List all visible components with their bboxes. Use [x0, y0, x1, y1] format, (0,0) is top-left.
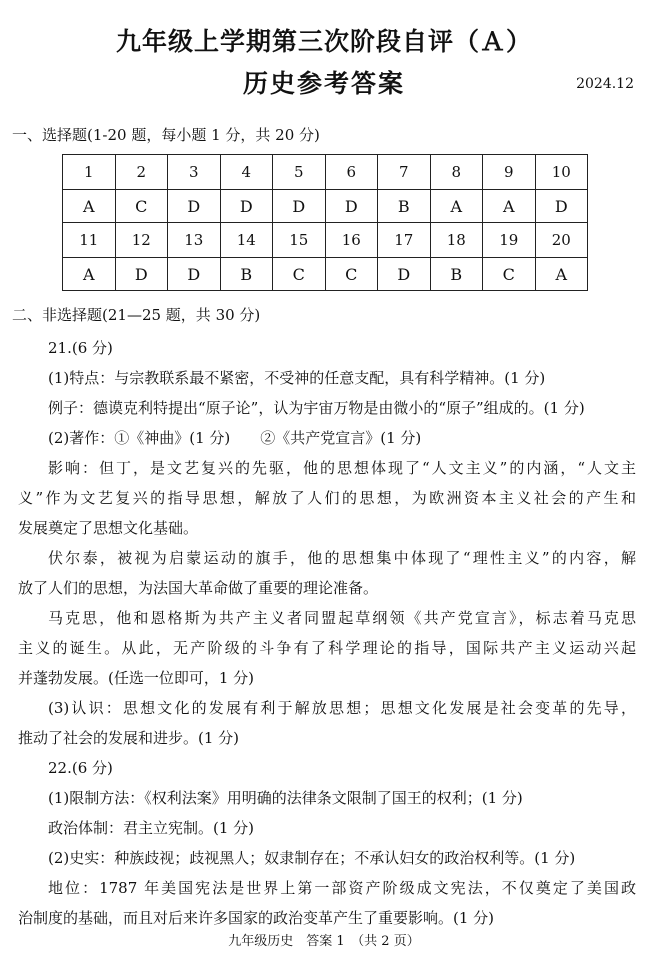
answer-cell: A [63, 258, 116, 291]
question-number-cell: 7 [378, 155, 431, 190]
question-number-cell: 5 [273, 155, 326, 190]
answer-cell: C [273, 258, 326, 291]
q21-3-understanding: 推动了社会的发展和进步。(1 分) [18, 729, 240, 747]
question-number-cell: 11 [63, 223, 116, 258]
question-number-cell: 9 [483, 155, 536, 190]
answer-cell: D [273, 190, 326, 223]
q21-voltaire-line: 伏尔泰，被视为启蒙运动的旗手，他的思想集中体现了“理性主义”的内容，解 [48, 549, 636, 567]
question-number-row [63, 223, 588, 258]
question-number-row [63, 155, 588, 190]
answer-cell: B [430, 258, 483, 291]
q22-header: 22.(6 分) [48, 759, 113, 777]
q22-2-facts: (2)史实：种族歧视；歧视黑人；奴隶制存在；不承认妇女的政治权利等。(1 分) [48, 849, 576, 867]
answer-cell: A [430, 190, 483, 223]
answer-cell: A [63, 190, 116, 223]
question-number-cell: 14 [220, 223, 273, 258]
answer-cell: D [168, 258, 221, 291]
q22-2-status: 地位：1787 年美国宪法是世界上第一部资产阶级成文宪法，不仅奠定了美国政 [48, 879, 636, 897]
question-number-cell: 2 [115, 155, 168, 190]
q21-influence-line: 发展奠定了思想文化基础。 [18, 519, 199, 537]
answer-cell: D [168, 190, 221, 223]
answer-cell: D [220, 190, 273, 223]
q21-voltaire-line: 放了人们的思想，为法国大革命做了重要的理论准备。 [18, 579, 379, 597]
answer-cell: B [378, 190, 431, 223]
document-title: 九年级上学期第三次阶段自评（Ａ） [115, 27, 532, 56]
q21-marx-line: 并蓬勃发展。(任选一位即可，1 分) [18, 669, 255, 687]
page-footer: 九年级历史 答案 1 （共 2 页） [228, 934, 420, 949]
question-number-cell: 4 [220, 155, 273, 190]
q21-influence-line: 义”作为文艺复兴的指导思想，解放了人们的思想，为欧洲资本主义社会的产生和 [18, 489, 636, 507]
answer-row [63, 258, 588, 291]
q21-3-understanding: (3)认识：思想文化的发展有利于解放思想；思想文化发展是社会变革的先导， [48, 699, 636, 717]
answer-table [62, 154, 588, 291]
question-number-cell: 3 [168, 155, 221, 190]
question-number-cell: 8 [430, 155, 483, 190]
q21-1-feature: (1)特点：与宗教联系最不紧密，不受神的任意支配，具有科学精神。(1 分) [48, 369, 546, 387]
question-number-cell: 10 [535, 155, 588, 190]
answer-cell: A [535, 258, 588, 291]
q22-1-method: (1)限制方法：《权利法案》用明确的法律条文限制了国王的权利；(1 分) [48, 789, 523, 807]
question-number-cell: 16 [325, 223, 378, 258]
answer-cell: B [220, 258, 273, 291]
question-number-cell: 17 [378, 223, 431, 258]
q21-influence-line: 影响：但丁，是文艺复兴的先驱，他的思想体现了“人文主义”的内涵，“人文主 [48, 459, 636, 477]
section2-body [18, 333, 636, 933]
q22-1-system: 政治体制：君主立宪制。(1 分) [48, 819, 255, 837]
answer-row [63, 190, 588, 223]
q22-2-status: 治制度的基础，而且对后来许多国家的政治变革产生了重要影响。(1 分) [18, 909, 495, 927]
answer-cell: D [535, 190, 588, 223]
question-number-cell: 18 [430, 223, 483, 258]
answer-cell: C [325, 258, 378, 291]
question-number-cell: 13 [168, 223, 221, 258]
answer-cell: C [483, 258, 536, 291]
q21-header: 21.(6 分) [48, 339, 113, 357]
q21-marx-line: 马克思，他和恩格斯为共产主义者同盟起草纲领《共产党宣言》，标志着马克思 [48, 609, 636, 627]
question-number-cell: 15 [273, 223, 326, 258]
q21-2-works: (2)著作：①《神曲》(1 分) ②《共产党宣言》(1 分) [48, 429, 422, 447]
section2-heading: 二、非选择题(21—25 题，共 30 分) [12, 306, 261, 324]
document-date: 2024.12 [576, 76, 634, 92]
question-number-cell: 20 [535, 223, 588, 258]
section1-heading: 一、选择题(1-20 题，每小题 1 分，共 20 分) [12, 126, 320, 144]
answer-cell: D [378, 258, 431, 291]
answer-cell: D [325, 190, 378, 223]
question-number-cell: 19 [483, 223, 536, 258]
answer-cell: D [115, 258, 168, 291]
document-subtitle: 历史参考答案 [242, 69, 405, 98]
question-number-cell: 1 [63, 155, 116, 190]
answer-cell: C [115, 190, 168, 223]
question-number-cell: 12 [115, 223, 168, 258]
q21-marx-line: 主义的诞生。从此，无产阶级的斗争有了科学理论的指导，国际共产主义运动兴起 [18, 639, 636, 657]
q21-1-example: 例子：德谟克利特提出“原子论”，认为宇宙万物是由微小的“原子”组成的。(1 分) [48, 399, 585, 417]
question-number-cell: 6 [325, 155, 378, 190]
answer-cell: A [483, 190, 536, 223]
